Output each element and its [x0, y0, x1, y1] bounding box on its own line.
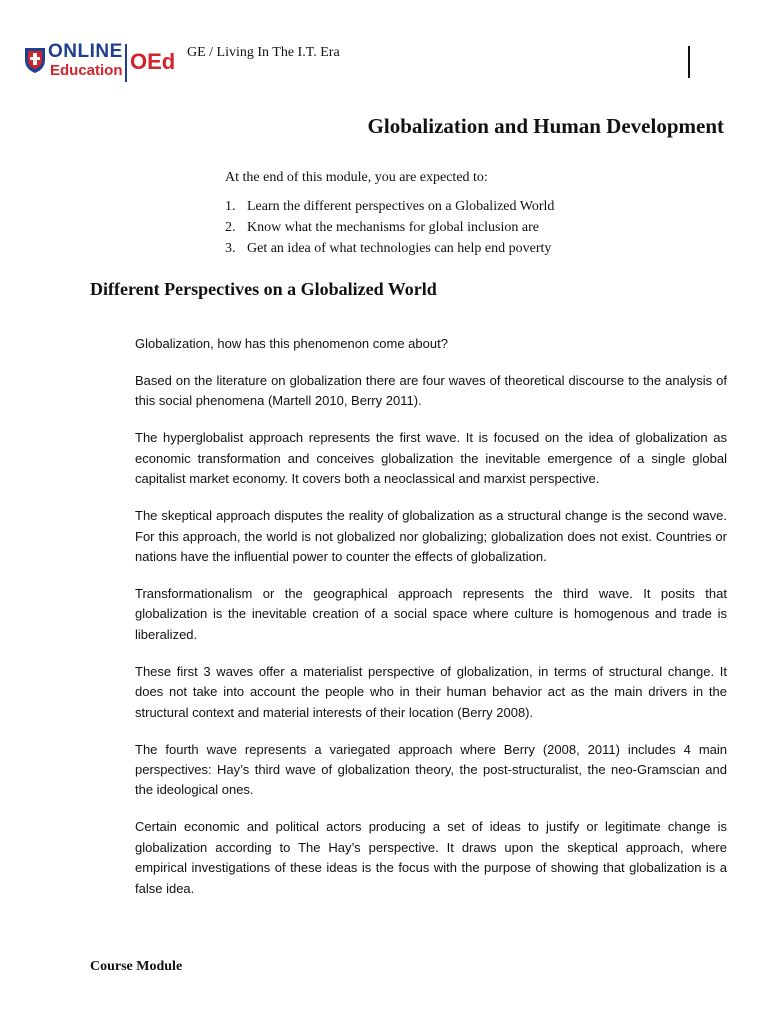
objective-number: 1. [225, 199, 236, 214]
shield-icon [24, 46, 46, 74]
online-education-logo [24, 42, 174, 86]
objective-item [225, 217, 554, 238]
paragraph: The skeptical approach disputes the reality of globalization as a structural change is the second wave. For this approach, the world is not globalized nor globalizing; globalization does not exist. Countries or nations have the influential power to counter the effects of globalization. [135, 508, 727, 565]
logo-divider [125, 44, 127, 82]
objective-text: Get an idea of what technologies can help end poverty [247, 241, 552, 256]
section-body [135, 334, 727, 916]
logo-text-education: Education [50, 62, 123, 79]
logo-text-online: ONLINE [48, 41, 123, 62]
objectives-list [225, 196, 554, 259]
page-header [24, 40, 744, 90]
objective-text: Know what the mechanisms for global inclusion are [247, 220, 539, 235]
paragraph: Certain economic and political actors producing a set of ideas to justify or legitimate change is globalization according to The Hay’s perspective. It draws upon the skeptical approach, where empirical investigations of these ideas is the focus with the purpose of showing that globalization is a false idea. [135, 819, 727, 896]
objectives-intro: At the end of this module, you are expected to: [225, 170, 488, 185]
document-title: Globalization and Human Development [367, 114, 724, 138]
paragraph: The fourth wave represents a variegated approach where Berry (2008, 2011) includes 4 main perspectives: Hay’s third wave of globalization theory, the post-structuralist, the neo-Gramscian and the ideological ones. [135, 741, 727, 798]
course-title: GE / Living In The I.T. Era [187, 45, 340, 60]
objective-number: 3. [225, 241, 236, 256]
objective-item [225, 238, 554, 259]
header-rule [688, 46, 690, 78]
objective-item [225, 196, 554, 217]
paragraph: These first 3 waves offer a materialist perspective of globalization, in terms of structural change. It does not take into account the people who in their human behavior act as the main drivers in the structural context and material interests of their location (Berry 2008). [135, 663, 727, 720]
paragraph: Transformationalism or the geographical approach represents the third wave. It posits that globalization is the inevitable creation of a social space where culture is homogenous and trade is liberalized. [135, 586, 727, 642]
objective-number: 2. [225, 220, 236, 235]
logo-text-oed: OEd [130, 49, 176, 74]
section-heading: Different Perspectives on a Globalized World [90, 279, 437, 299]
footer-label: Course Module [90, 959, 183, 974]
paragraph: The hyperglobalist approach represents the first wave. It is focused on the idea of globalization as economic transformation and conceives globalization the inevitable emergence of a single global capitalist market economy. It covers both a neoclassical and marxist perspective. [135, 430, 727, 487]
objective-text: Learn the different perspectives on a Globalized World [247, 199, 555, 214]
paragraph: Globalization, how has this phenomenon come about? [135, 336, 448, 351]
paragraph: Based on the literature on globalization there are four waves of theoretical discourse to the analysis of this social phenomena (Martell 2010, Berry 2011). [135, 373, 727, 409]
